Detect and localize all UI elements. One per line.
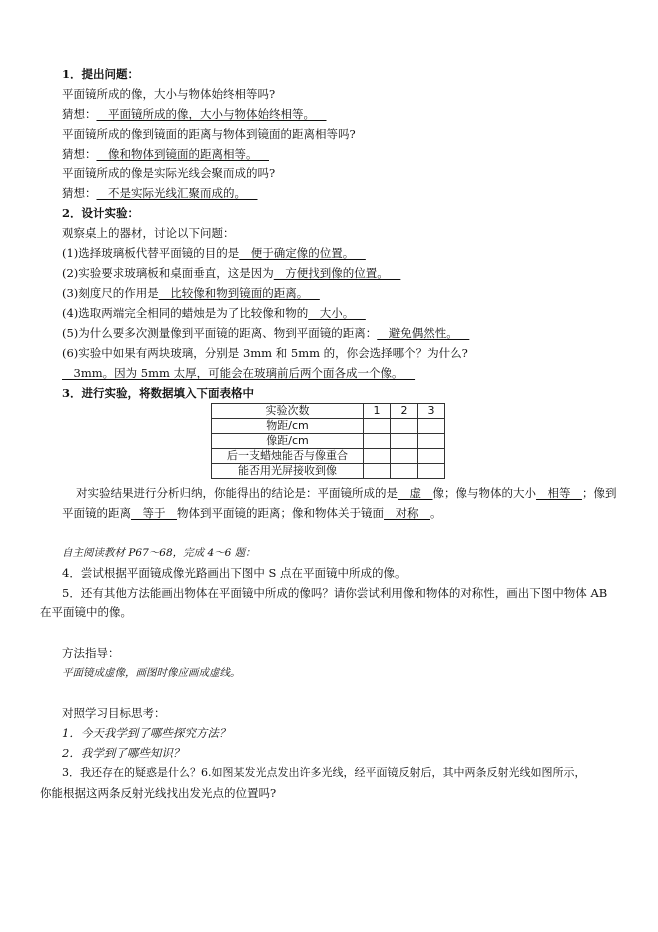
item-2 xyxy=(62,266,400,280)
method-text: 平面镜成虚像，画图时像应画成虚线。 xyxy=(62,667,241,679)
table-row xyxy=(212,449,445,464)
table-row xyxy=(212,434,445,449)
item-6-answer: __3mm。因为 5mm 太厚，可能会在玻璃前后两个面各成一个像。__ xyxy=(62,366,416,380)
item-5 xyxy=(62,326,469,340)
conclusion-text: 。 xyxy=(430,506,442,520)
item-3-text: (3)刻度尺的作用是 xyxy=(62,286,159,300)
item-5-text: (5)为什么要多次测量像到平面镜的距离、物到平面镜的距离： xyxy=(62,326,378,340)
reflect-1: 1．今天我学到了哪些探究方法？ xyxy=(62,726,231,740)
table-cell[interactable] xyxy=(391,434,418,449)
blank-equal-distance: __等于__ xyxy=(131,506,177,520)
item-2-answer: __方便找到像的位置。__ xyxy=(273,266,401,280)
experiment-table xyxy=(211,403,445,479)
table-header-cell: 2 xyxy=(391,404,418,419)
table-cell[interactable] xyxy=(418,419,445,434)
guess-label: 猜想： xyxy=(62,186,97,200)
reflect-3: 3．我还存在的疑惑是什么？6.如图某发光点发出许多光线，经平面镜反射后，其中两条反射光线如图所示， xyxy=(62,766,586,779)
blank-equal-size: __相等__ xyxy=(536,486,582,500)
conclusion-line-1 xyxy=(76,486,617,500)
guess-1 xyxy=(62,107,327,121)
table-row-label: 后一支蜡烛能否与像重合 xyxy=(212,449,364,464)
table-header-cell: 1 xyxy=(364,404,391,419)
conclusion-text: ；像到 xyxy=(582,486,617,500)
table-row-label: 像距/cm xyxy=(212,434,364,449)
question-5-line-1: 5．还有其他方法能画出物体在平面镜中所成的像吗？请你尝试利用像和物体的对称性，画出下图中物体 AB xyxy=(62,586,608,600)
table-cell[interactable] xyxy=(391,464,418,479)
item-2-text: (2)实验要求玻璃板和桌面垂直，这是因为 xyxy=(62,266,274,280)
blank-symmetric: __对称__ xyxy=(384,506,430,520)
conclusion-text: 平面镜的距离 xyxy=(62,506,131,520)
table-cell[interactable] xyxy=(391,449,418,464)
table-cell[interactable] xyxy=(364,419,391,434)
guess-2-answer: __像和物体到镜面的距离相等。__ xyxy=(96,147,269,161)
question-4: 4．尝试根据平面镜成像光路画出下图中 S 点在平面镜中所成的像。 xyxy=(62,566,407,580)
reflect-3-line-2: 你能根据这两条反射光线找出发光点的位置吗? xyxy=(40,786,277,800)
item-3-answer: __比较像和物到镜面的距离。__ xyxy=(158,286,320,300)
table-cell[interactable] xyxy=(364,434,391,449)
question-5-line-2: 在平面镜中的像。 xyxy=(40,605,132,619)
guess-3-answer: __不是实际光线汇聚而成的。__ xyxy=(96,186,258,200)
conclusion-text: 物体到平面镜的距离；像和物体关于镜面 xyxy=(177,506,384,520)
question-3: 平面镜所成的像是实际光线会聚而成的吗? xyxy=(62,166,276,180)
method-title: 方法指导： xyxy=(62,646,120,660)
conclusion-text: 对实验结果进行分析归纳，你能得出的结论是：平面镜所成的是 xyxy=(76,486,398,500)
table-header-row xyxy=(212,404,445,419)
item-6: (6)实验中如果有两块玻璃，分别是 3mm 和 5mm 的，你会选择哪个？为什么? xyxy=(62,346,468,360)
guess-label: 猜想： xyxy=(62,147,97,161)
item-1-text: (1)选择玻璃板代替平面镜的目的是 xyxy=(62,246,240,260)
table-cell[interactable] xyxy=(364,464,391,479)
reflect-2: 2．我学到了哪些知识？ xyxy=(62,746,185,760)
section2-intro: 观察桌上的器材，讨论以下问题： xyxy=(62,226,235,240)
table-header-cell: 实验次数 xyxy=(212,404,364,419)
guess-label: 猜想： xyxy=(62,107,97,121)
item-1-answer: __便于确定像的位置。__ xyxy=(239,246,366,260)
table-row xyxy=(212,419,445,434)
conclusion-line-2 xyxy=(62,506,442,520)
table-row-label: 物距/cm xyxy=(212,419,364,434)
table-row xyxy=(212,464,445,479)
item-4-answer: __大小。__ xyxy=(308,306,366,320)
self-study-line: 自主阅读教材 P67～68，完成 4～6 题： xyxy=(62,547,256,559)
item-4 xyxy=(62,306,366,320)
blank-virtual: __虚__ xyxy=(398,486,433,500)
table-cell[interactable] xyxy=(391,419,418,434)
section3-heading: 3．进行实验，将数据填入下面表格中 xyxy=(62,386,254,400)
item-1 xyxy=(62,246,366,260)
item-3 xyxy=(62,286,320,300)
guess-2 xyxy=(62,147,269,161)
table-header-cell: 3 xyxy=(418,404,445,419)
table-row-label: 能否用光屏接收到像 xyxy=(212,464,364,479)
table-cell[interactable] xyxy=(418,449,445,464)
table-cell[interactable] xyxy=(418,434,445,449)
item-5-answer: __避免偶然性。__ xyxy=(377,326,470,340)
guess-3 xyxy=(62,186,258,200)
table-cell[interactable] xyxy=(364,449,391,464)
item-4-text: (4)选取两端完全相同的蜡烛是为了比较像和物的 xyxy=(62,306,309,320)
question-2: 平面镜所成的像到镜面的距离与物体到镜面的距离相等吗? xyxy=(62,127,356,141)
reflect-title: 对照学习目标思考： xyxy=(62,706,166,720)
section1-heading: 1．提出问题： xyxy=(62,67,140,81)
conclusion-text: 像；像与物体的大小 xyxy=(432,486,536,500)
question-1: 平面镜所成的像，大小与物体始终相等吗? xyxy=(62,87,276,101)
table-cell[interactable] xyxy=(418,464,445,479)
guess-1-answer: __平面镜所成的像，大小与物体始终相等。__ xyxy=(96,107,327,121)
section2-heading: 2．设计实验： xyxy=(62,206,140,220)
